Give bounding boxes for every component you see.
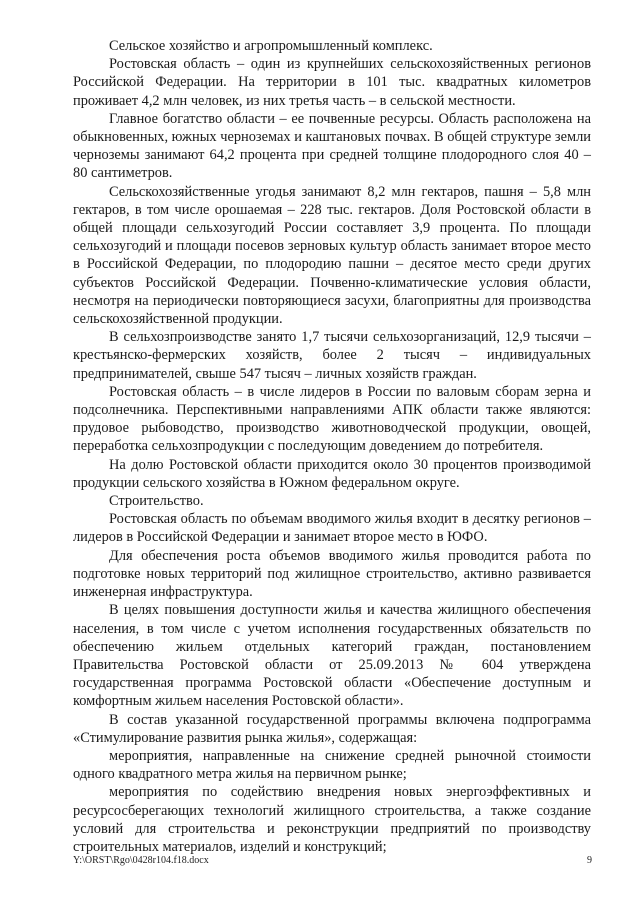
paragraph-agricultural-producers: В сельхозпроизводстве занято 1,7 тысячи сельхозорганизаций, 12,9 тысячи – крестьянско-фермерских хозяйств, более 2 тысяч – индивидуальных предпринимателей, свыше 547 тысяч – личных хозяйств граждан.	[73, 329, 591, 382]
paragraph-housing-ranking: Ростовская область по объемам вводимого жилья входит в десятку регионов – лидеров в Российской Федерации и занимает второе место в ЮФО.	[73, 511, 591, 546]
paragraph-region-overview: Ростовская область – один из крупнейших сельскохозяйственных регионов Российской Федерации. На территории в 101 тыс. квадратных километров проживает 4,2 млн человек, из них третья часть – в сельской местности.	[73, 56, 591, 109]
paragraph-grain-leadership: Ростовская область – в числе лидеров в России по валовым сборам зерна и подсолнечника. Перспективными направлениями АПК области также являются: прудовое рыбоводство, производство животноводческой продукции, овощей, переработка сельхозпродукции с последующим доведением до потребителя.	[73, 383, 591, 455]
document-body	[73, 37, 591, 856]
section-heading-agriculture: Сельское хозяйство и агропромышленный комплекс.	[109, 38, 433, 54]
list-item-energy-efficiency: мероприятия по содействию внедрения новых энергоэффективных и ресурсосберегающих технологий жилищного строительства, а также создание условий для строительства и реконструкции предприятий по производству строительных материалов, изделий и конструкций;	[73, 784, 591, 855]
paragraph-southern-district-share: На долю Ростовской области приходится около 30 процентов производимой продукции сельского хозяйства в Южном федеральном округе.	[73, 456, 591, 491]
paragraph-agricultural-land: Сельскохозяйственные угодья занимают 8,2 млн гектаров, пашня – 5,8 млн гектаров, в том числе орошаемая – 228 тыс. гектаров. Доля Ростовской области в общей площади сельхозугодий России составляет 3,9 процента. По площади сельхозугодий и площади посевов зерновых культур область занимает второе место в Российской Федерации, по плодородию пашни – десятое место среди других субъектов Российской Федерации. Почвенно-климатические условия области, несмотря на периодически повторяющиеся засухи, благоприятны для производства сельскохозяйственной продукции.	[73, 183, 591, 328]
paragraph-housing-growth: Для обеспечения роста объемов вводимого жилья проводится работа по подготовке новых территорий под жилищное строительство, активно развивается инженерная инфраструктура.	[73, 547, 591, 601]
paragraph-soil-resources: Главное богатство области – ее почвенные ресурсы. Область расположена на обыкновенных, южных черноземах и каштановых почвах. В общей структуре земли черноземы занимают 64,2 процента при средней толщине плодородного слоя 40 – 80 сантиметров.	[73, 110, 591, 182]
section-heading-construction: Строительство.	[109, 493, 204, 510]
page-footer	[73, 855, 592, 867]
list-item-cost-reduction: мероприятия, направленные на снижение средней рыночной стоимости одного квадратного метра жилья на первичном рынке;	[73, 747, 591, 783]
footer-file-path: Y:\ORST\Rgo\0428r104.f18.docx	[73, 855, 209, 866]
paragraph-subprogram: В состав указанной государственной программы включена подпрограмма «Стимулирование развития рынка жилья», содержащая:	[73, 711, 591, 746]
page-number: 9	[587, 855, 592, 866]
paragraph-state-program: В целях повышения доступности жилья и качества жилищного обеспечения населения, в том числе с учетом исполнения государственных обязательств по обеспечению жильем отдельных категорий граждан, постановлением Правительства Ростовской области от 25.09.2013 № 604 утверждена государственная программа Ростовской области «Обеспечение доступным и комфортным жильем населения Ростовской области».	[73, 602, 591, 710]
